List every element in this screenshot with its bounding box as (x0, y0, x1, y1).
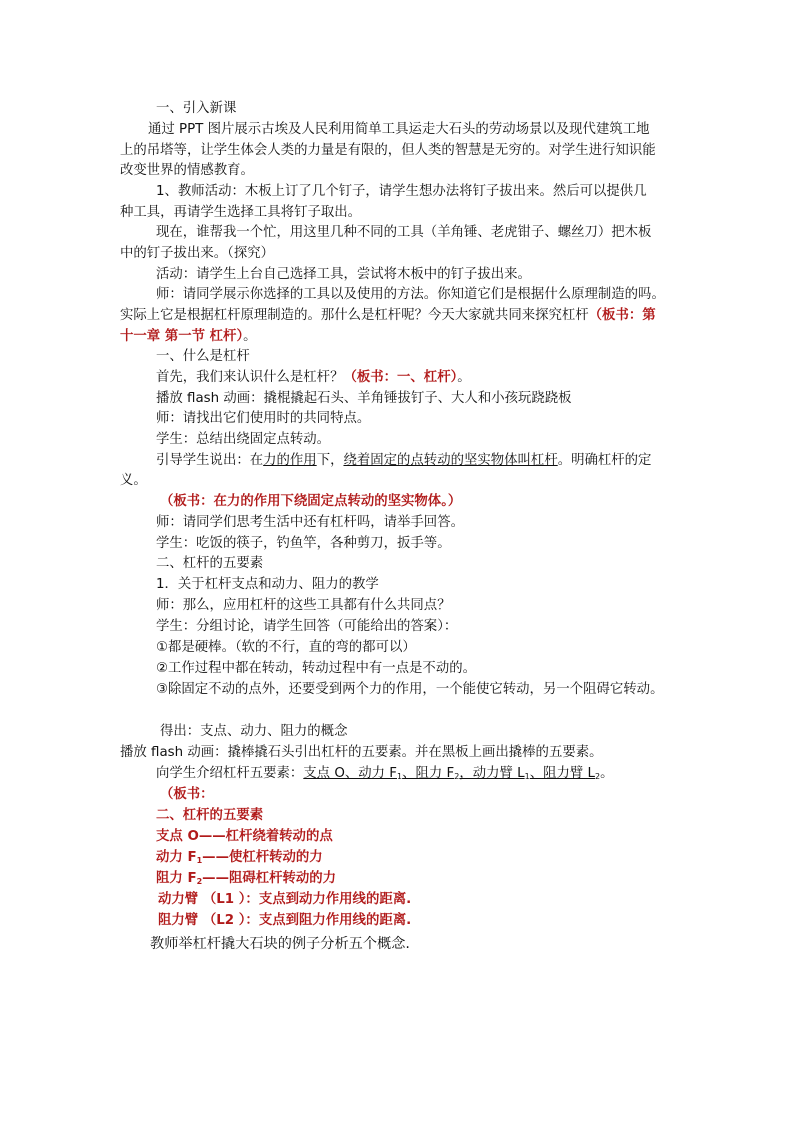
board-note-title: （板书： (160, 787, 214, 802)
section-heading: 二、杠杆的五要素 (156, 556, 264, 571)
subscript: 2 (196, 877, 203, 886)
board-note-line (156, 848, 323, 867)
board-note: （板书：一、杠杆） (343, 370, 458, 385)
paragraph-line: 通过 PPT 图片展示古埃及人民利用简单工具运走大石头的劳动场景以及现代建筑工地 (148, 122, 650, 137)
board-note (160, 492, 461, 511)
paragraph-line (156, 368, 471, 387)
board-note: （板书：第 (588, 308, 656, 323)
board-note-text: （板书：在力的作用下绕固定点转动的坚实物体。） (160, 494, 462, 509)
subscript: 1 (196, 856, 203, 865)
paragraph-line: 1、教师活动：木板上订了几个钉子，请学生想办法将钉子拔出来。然后可以提供几 (156, 184, 647, 199)
paragraph-line: 师：请同学们思考生活中还有杠杆吗，请举手回答。 (156, 515, 464, 530)
list-item: ③除固定不动的点外，还要受到两个力的作用，一个能使它转动，另一个阻碍它转动。 (156, 682, 664, 697)
section-heading: 一、什么是杠杆 (156, 349, 250, 364)
paragraph-line: 现在，谁帮我一个忙，用这里几种不同的工具（羊角锤、老虎钳子、螺丝刀）把木板 (156, 225, 652, 240)
paragraph-line: 师：请同学展示你选择的工具以及使用的方法。你知道它们是根据什么原理制造的吗。 (156, 287, 665, 302)
paragraph-line (120, 327, 257, 346)
term-text: 、阻力 F (402, 766, 455, 781)
term-text: ，动力臂 L (459, 766, 525, 781)
paragraph-text: 。 (457, 370, 471, 385)
subscript: 1 (397, 772, 403, 781)
paragraph-text: 引导学生说出：在 (156, 453, 264, 468)
list-item: ②工作过程中都在转动，转动过程中有一点是不动的。 (156, 661, 476, 676)
board-note-text: ——阻碍杠杆转动的力 (202, 871, 337, 886)
subscript: 2 (454, 772, 460, 781)
term-text: 支点 O、动力 F (303, 766, 398, 781)
paragraph-line: 学生：吃饭的筷子，钓鱼竿，各种剪刀，扳手等。 (156, 536, 451, 551)
paragraph-line: 上的吊塔等，让学生体会人类的力量是有限的，但人类的智慧是无穷的。对学生进行知识能 (120, 143, 656, 158)
board-note-line (156, 869, 336, 888)
board-note-line: 支点 O——杠杆绕着转动的点 (156, 829, 333, 844)
paragraph-line: 师：那么，应用杠杆的这些工具都有什么共同点？ (156, 598, 451, 613)
underlined-term (303, 766, 600, 781)
board-note-text: 阻力 F (156, 871, 197, 886)
subscript: 1 (524, 772, 530, 781)
paragraph-text: 实际上它是根据杠杆原理制造的。那什么是杠杆呢？今天大家就共同来探究杠杆 (120, 308, 589, 323)
underlined-term: 力的作用 (263, 453, 317, 468)
paragraph-line: 种工具，再请学生选择工具将钉子取出。 (120, 205, 362, 220)
board-note-text: 动力 F (156, 850, 197, 865)
underlined-term: 绕着固定的点转动的坚实物体叫杠杆 (343, 453, 558, 468)
section-heading: 一、引入新课 (156, 101, 237, 116)
paragraph-line: 学生：总结出绕固定点转动。 (156, 432, 331, 447)
paragraph-line: 活动：请学生上台自己选择工具，尝试将木板中的钉子拔出来。 (156, 267, 531, 282)
subscript: 2 (595, 772, 601, 781)
board-note-line: 二、杠杆的五要素 (156, 808, 264, 823)
board-note: 十一章 第一节 杠杆） (120, 329, 244, 344)
paragraph-line: 得出：支点、动力、阻力的概念 (160, 724, 348, 739)
paragraph-line (156, 451, 651, 470)
paragraph-line: 师：请找出它们使用时的共同特点。 (156, 411, 371, 426)
paragraph-line: 播放 flash 动画：撬棍撬起石头、羊角锤拔钉子、大人和小孩玩跷跷板 (156, 391, 572, 406)
paragraph-line (156, 764, 613, 783)
paragraph-line: 义。 (120, 473, 147, 488)
board-note-line: 阻力臂 （L2 ）：支点到阻力作用线的距离. (158, 913, 412, 928)
paragraph-line: 1．关于杠杆支点和动力、阻力的教学 (156, 577, 379, 592)
paragraph-line: 教师举杠杆撬大石块的例子分析五个概念. (150, 936, 410, 952)
paragraph-text: 。 (243, 329, 257, 344)
paragraph-line: 中的钉子拔出来。（探究） (120, 246, 274, 261)
list-item: ①都是硬棒。（软的不行，直的弯的都可以） (156, 640, 416, 655)
paragraph-line: 播放 flash 动画：撬棒撬石头引出杠杆的五要素。并在黑板上画出撬棒的五要素。 (120, 745, 603, 760)
board-note-text: ——使杠杆转动的力 (202, 850, 323, 865)
paragraph-text: 。明确杠杆的定 (557, 453, 652, 468)
paragraph-line: 改变世界的情感教育。 (120, 163, 254, 178)
paragraph-text: 向学生介绍杠杆五要素： (156, 766, 304, 781)
board-note-line: 动力臂 （L1 ）：支点到动力作用线的距离. (158, 892, 412, 907)
paragraph-text: 下， (316, 453, 344, 468)
paragraph-line: 学生：分组讨论，请学生回答（可能给出的答案）： (156, 619, 458, 634)
paragraph-text: 。 (600, 766, 614, 781)
paragraph-line (120, 306, 656, 325)
term-text: 、阻力臂 L (529, 766, 595, 781)
paragraph-text: 首先，我们来认识什么是杠杆？ (156, 370, 344, 385)
